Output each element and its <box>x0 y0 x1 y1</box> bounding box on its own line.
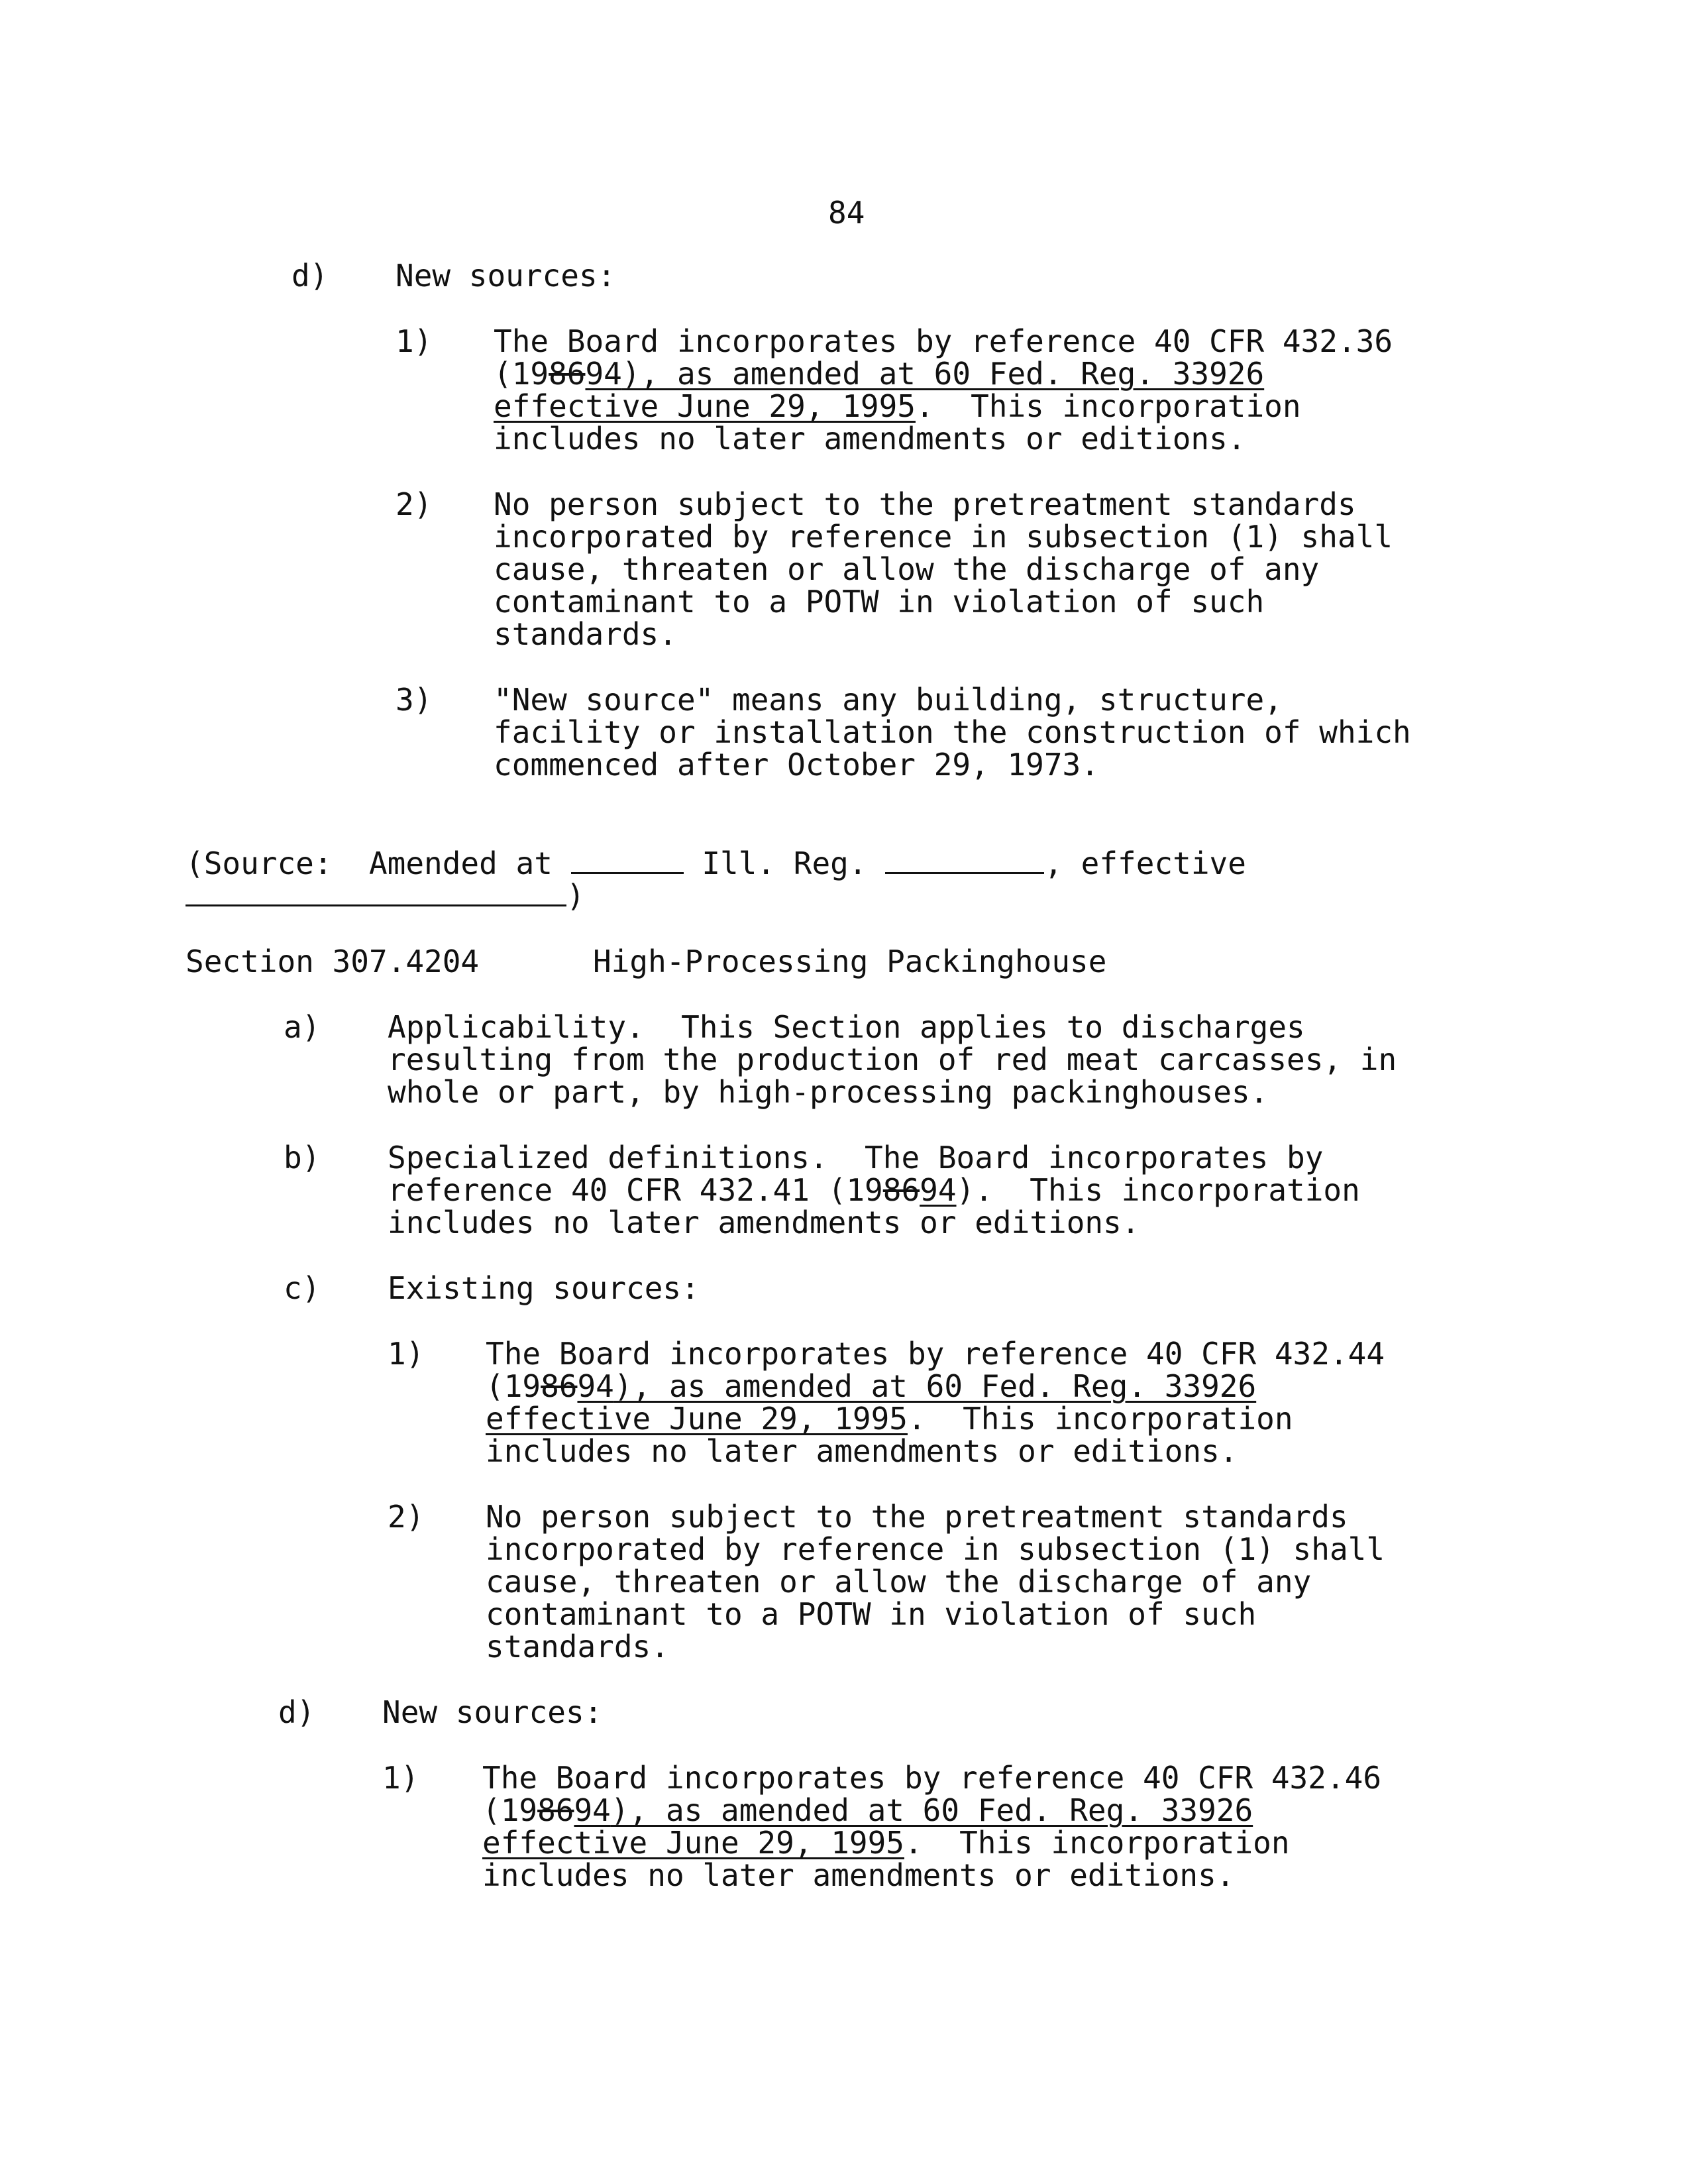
item-line: No person subject to the pretreatment standards <box>486 1499 1348 1535</box>
source-note-line: ) <box>186 881 585 911</box>
item-label: 3) <box>396 682 433 718</box>
inserted-text: 94 <box>577 1368 614 1404</box>
item-label: 1) <box>382 1760 419 1796</box>
item-label: 2) <box>388 1499 425 1535</box>
item-line: standards. <box>486 1629 669 1665</box>
page-number: 84 <box>828 195 865 231</box>
blank-line <box>571 871 684 874</box>
subsection-line: includes no later amendments or editions. <box>388 1205 1140 1240</box>
subsection-label-b: b) <box>284 1140 321 1175</box>
subsection-line: reference 40 CFR 432.41 (198694). This incorporation <box>388 1172 1360 1208</box>
inserted-text: 94 <box>585 356 622 392</box>
subsection-line: Applicability. This Section applies to discharges <box>388 1009 1305 1045</box>
inserted-text: 94 <box>574 1792 611 1828</box>
item-line: effective June 29, 1995. This incorporation <box>494 388 1301 424</box>
item-line: "New source" means any building, structure, <box>494 682 1283 718</box>
item-line: The Board incorporates by reference 40 CFR 432.36 <box>494 323 1393 359</box>
item-line: facility or installation the construction of which <box>494 714 1411 750</box>
item-line: (198694), as amended at 60 Fed. Reg. 33926 <box>482 1792 1253 1828</box>
inserted-text: effective June 29, 1995 <box>486 1401 908 1437</box>
struck-text: 86 <box>541 1368 578 1404</box>
item-line: No person subject to the pretreatment standards <box>494 486 1356 522</box>
item-line: commenced after October 29, 1973. <box>494 747 1099 783</box>
item-line: contaminant to a POTW in violation of such <box>494 584 1265 620</box>
item-line: effective June 29, 1995. This incorporation <box>486 1401 1293 1437</box>
item-line: includes no later amendments or editions. <box>482 1857 1235 1893</box>
item-line: (198694), as amended at 60 Fed. Reg. 33926 <box>486 1368 1257 1404</box>
subsection-line: whole or part, by high-processing packinghouses. <box>388 1074 1269 1110</box>
subsection-line: resulting from the production of red meat carcasses, in <box>388 1042 1397 1077</box>
struck-text: 86 <box>549 356 586 392</box>
inserted-text: ), as amended at 60 Fed. Reg. 33926 <box>621 356 1265 392</box>
source-note-line: (Source: Amended at Ill. Reg. , effective <box>186 846 1246 881</box>
inserted-text: ), as amended at 60 Fed. Reg. 33926 <box>613 1368 1257 1404</box>
item-line: includes no later amendments or editions. <box>494 421 1246 457</box>
item-line: The Board incorporates by reference 40 CFR 432.44 <box>486 1336 1385 1372</box>
item-line: standards. <box>494 616 677 652</box>
item-line: (198694), as amended at 60 Fed. Reg. 33926 <box>494 356 1265 392</box>
struck-text: 86 <box>537 1792 574 1828</box>
item-label: 2) <box>396 486 433 522</box>
blank-line <box>186 904 566 906</box>
item-line: cause, threaten or allow the discharge of any <box>494 551 1320 587</box>
item-line: contaminant to a POTW in violation of such <box>486 1596 1257 1632</box>
item-line: cause, threaten or allow the discharge of any <box>486 1564 1312 1600</box>
item-line: includes no later amendments or editions. <box>486 1433 1238 1469</box>
subsection-heading: New sources: <box>382 1694 603 1730</box>
subsection-heading: New sources: <box>396 258 616 294</box>
inserted-text: ), as amended at 60 Fed. Reg. 33926 <box>610 1792 1253 1828</box>
section-title: High-Processing Packinghouse <box>593 944 1107 979</box>
subsection-label-c: c) <box>284 1270 321 1306</box>
item-label: 1) <box>396 323 433 359</box>
subsection-line: Specialized definitions. The Board incorporates by <box>388 1140 1324 1175</box>
section-number: Section 307.4204 <box>186 944 480 979</box>
item-label: 1) <box>388 1336 425 1372</box>
item-line: incorporated by reference in subsection (1) shall <box>486 1531 1385 1567</box>
item-line: effective June 29, 1995. This incorporation <box>482 1825 1290 1861</box>
struck-text: 86 <box>882 1172 920 1208</box>
subsection-heading: Existing sources: <box>388 1270 700 1306</box>
inserted-text: effective June 29, 1995 <box>494 388 916 424</box>
subsection-label-d: d) <box>278 1694 315 1730</box>
item-line: incorporated by reference in subsection (1) shall <box>494 519 1393 555</box>
item-line: The Board incorporates by reference 40 CFR 432.46 <box>482 1760 1382 1796</box>
inserted-text: effective June 29, 1995 <box>482 1825 904 1861</box>
subsection-label-a: a) <box>284 1009 321 1045</box>
inserted-text: 94 <box>920 1172 957 1208</box>
blank-line <box>885 871 1044 874</box>
subsection-label-d: d) <box>292 258 329 294</box>
